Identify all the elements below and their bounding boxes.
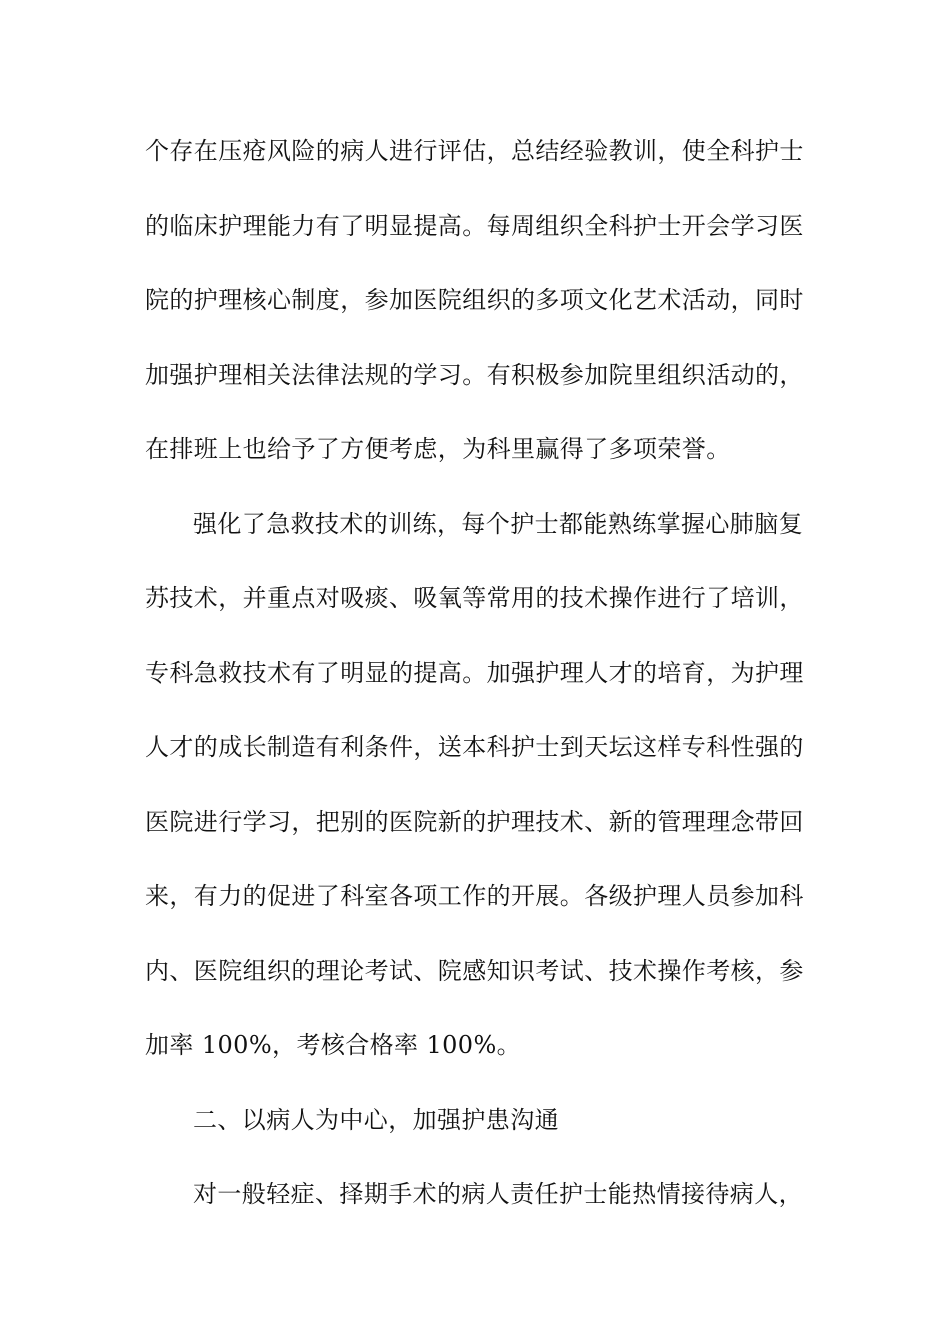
text-line: 人才的成长制造有利条件，送本科护士到天坛这样专科性强的 [145,733,804,761]
text-line: 在排班上也给予了方便考虑，为科里赢得了多项荣誉。 [145,435,731,463]
text-line: 的临床护理能力有了明显提高。每周组织全科护士开会学习医 [145,211,804,240]
paragraph-start-line: 对一般轻症、择期手术的病人责任护士能热情接待病人， [193,1180,803,1208]
text-line: 院的护理核心制度，参加医院组织的多项文化艺术活动，同时 [145,286,804,314]
text-line: 加强护理相关法律法规的学习。有积极参加院里组织活动的， [145,360,804,389]
text-line: 加率 100%，考核合格率 100%。 [145,1031,522,1059]
text-line: 内、医院组织的理论考试、院感知识考试、技术操作考核，参 [145,956,804,985]
text-line: 医院进行学习，把别的医院新的护理技术、新的管理理念带回 [145,807,804,836]
paragraph-start-line: 强化了急救技术的训练，每个护士都能熟练掌握心肺脑复 [193,509,803,538]
text-line: 个存在压疮风险的病人进行评估，总结经验教训，使全科护士 [145,137,804,165]
section-heading: 二、以病人为中心，加强护患沟通 [193,1105,559,1134]
document-body [145,126,805,1244]
text-line: 专科急救技术有了明显的提高。加强护理人才的培育，为护理 [145,658,804,687]
text-line: 苏技术，并重点对吸痰、吸氧等常用的技术操作进行了培训， [145,584,804,612]
text-line: 来，有力的促进了科室各项工作的开展。各级护理人员参加科 [145,882,804,910]
